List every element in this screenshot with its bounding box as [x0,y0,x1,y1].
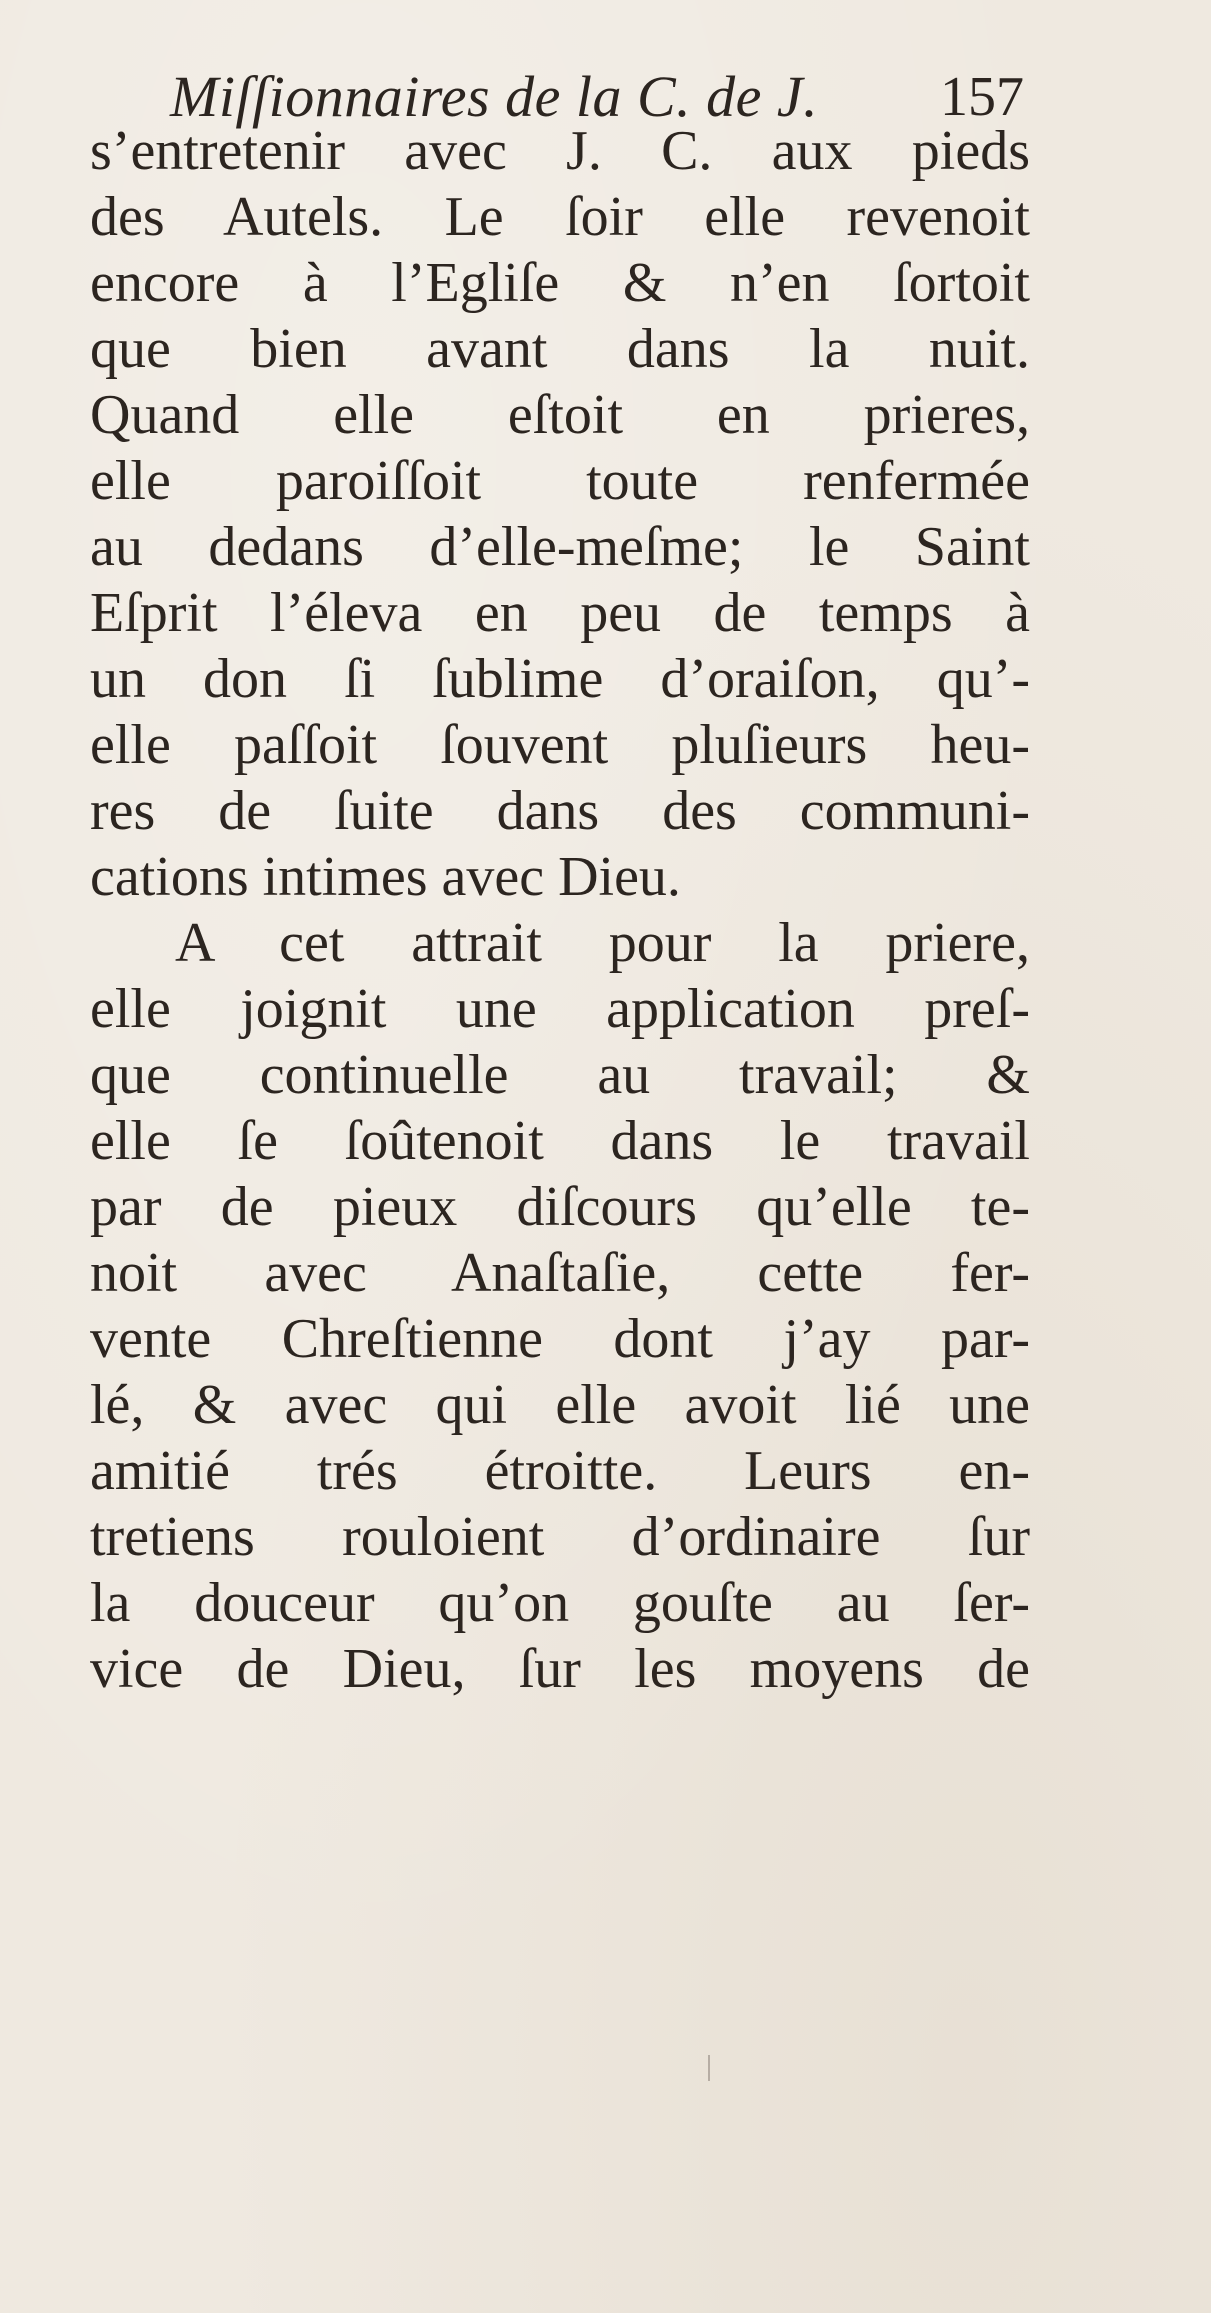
text-line: vice de Dieu, ſur les moyens de [90,1638,1030,1700]
text-line: tretiens rouloient d’ordinaire ſur [90,1506,1030,1568]
text-line: un don ſi ſublime d’oraiſon, qu’- [90,648,1030,710]
text-line: vente Chreſtienne dont j’ay par- [90,1308,1030,1370]
text-line: s’entretenir avec J. C. aux pieds [90,120,1030,182]
text-line: Quand elle eſtoit en prieres, [90,384,1030,446]
text-line: amitié trés étroitte. Leurs en- [90,1440,1030,1502]
text-line: elle paſſoit ſouvent pluſieurs heu- [90,714,1030,776]
text-line: Eſprit l’éleva en peu de temps à [90,582,1030,644]
paragraph-start-line: A cet attrait pour la priere, [175,912,1030,974]
text-line: elle ſe ſoûtenoit dans le travail [90,1110,1030,1172]
text-line: au dedans d’elle-meſme; le Saint [90,516,1030,578]
text-line: par de pieux diſcours qu’elle te- [90,1176,1030,1238]
text-line: que continuelle au travail; & [90,1044,1030,1106]
paper-mark [708,2055,710,2081]
text-line: la douceur qu’on gouſte au ſer- [90,1572,1030,1634]
text-line: lé, & avec qui elle avoit lié une [90,1374,1030,1436]
text-line: que bien avant dans la nuit. [90,318,1030,380]
text-line: encore à l’Egliſe & n’en ſortoit [90,252,1030,314]
text-line: res de ſuite dans des communi- [90,780,1030,842]
running-head-title: Miſſionnaires de la C. de J. [170,64,819,129]
text-line: elle paroiſſoit toute renfermée [90,450,1030,512]
text-line: elle joignit une application preſ- [90,978,1030,1040]
page-number: 157 [940,66,1024,128]
text-line: cations intimes avec Dieu. [90,846,681,908]
text-line: des Autels. Le ſoir elle revenoit [90,186,1030,248]
body-text [90,118,1030,1702]
text-line: noit avec Anaſtaſie, cette fer- [90,1242,1030,1304]
